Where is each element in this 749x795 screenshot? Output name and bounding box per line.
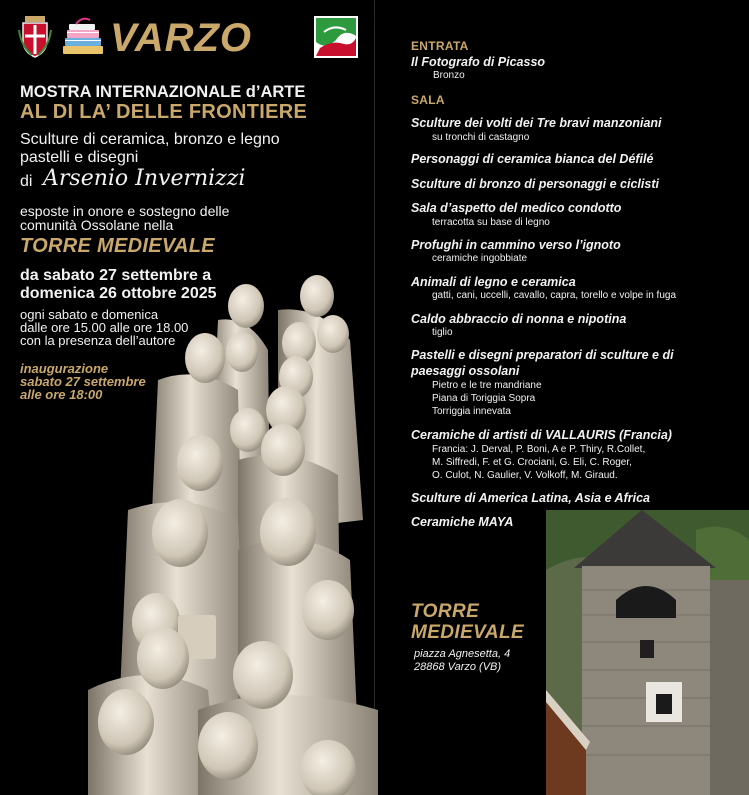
exhibition-type: MOSTRA INTERNAZIONALE d’ARTE	[20, 83, 306, 101]
sala-item-title: Sala d’aspetto del medico condotto	[411, 201, 622, 215]
sala-item-title: Pastelli e disegni preparatori di sculture e di	[411, 348, 674, 362]
exhibition-subtitle-1: Sculture di ceramica, bronzo e legno	[20, 131, 280, 148]
sala-item-sub: tiglio	[432, 327, 453, 338]
association-logo-icon	[314, 16, 358, 58]
sala-item-title: Sculture dei volti dei Tre bravi manzoniani	[411, 116, 662, 130]
coat-of-arms-icon	[18, 16, 52, 58]
venue-title-line-1: TORRE	[411, 601, 480, 622]
inauguration-label: inaugurazione	[20, 361, 109, 376]
sala-item-sub: ceramiche ingobbiate	[432, 253, 528, 264]
entrata-item-sub: Bronzo	[433, 70, 465, 81]
sala-item-sub: Pietro e le tre mandriane	[432, 380, 542, 391]
tower-photo	[546, 510, 749, 795]
venue-address-line-2: 28868 Varzo (VB)	[414, 661, 502, 673]
artist-signature: Arsenio Invernizzi	[43, 166, 246, 191]
sala-item-title: Caldo abbraccio di nonna e nipotina	[411, 312, 627, 326]
sculpture-photo	[88, 270, 378, 795]
hours-line-2: dalle ore 15.00 alle ore 18.00	[20, 320, 189, 335]
inauguration-date: sabato 27 settembre	[20, 374, 146, 389]
town-title: VARZO	[110, 16, 253, 60]
hours-line-3: con la presenza dell’autore	[20, 333, 176, 348]
sala-item-title-cont: paesaggi ossolani	[411, 364, 520, 378]
dedication-line-1: esposte in onore e sostegno delle	[20, 203, 230, 219]
venue-title-line-2: MEDIEVALE	[411, 622, 525, 643]
sala-item-title: Sculture di America Latina, Asia e Africa	[411, 491, 650, 505]
inauguration-time: alle ore 18:00	[20, 387, 103, 402]
venue-name: TORRE MEDIEVALE	[20, 235, 215, 257]
sala-item-title: Ceramiche di artisti di VALLAURIS (Francia)	[411, 428, 672, 442]
books-logo-icon	[60, 16, 106, 58]
sala-item-sub: Piana di Toriggia Sopra	[432, 393, 536, 404]
hours-line-1: ogni sabato e domenica	[20, 307, 159, 322]
sala-heading: SALA	[411, 93, 445, 107]
sala-item-sub: O. Culot, N. Gaulier, V. Volkoff, M. Giraud.	[432, 470, 618, 481]
sala-item-title: Personaggi di ceramica bianca del Défilé	[411, 152, 654, 166]
sala-item-sub: terracotta su base di legno	[432, 217, 550, 228]
sala-item-title: Sculture di bronzo di personaggi e ciclisti	[411, 177, 659, 191]
sala-item-title: Animali di legno e ceramica	[411, 275, 576, 289]
sala-item-title: Ceramiche MAYA	[411, 515, 514, 529]
dates-line-2: domenica 26 ottobre 2025	[20, 285, 217, 302]
sala-item-sub: Francia: J. Derval, P. Boni, A e P. Thiry, R.Collet,	[432, 444, 646, 455]
dedication-line-2: comunità Ossolane nella	[20, 217, 174, 233]
exhibition-subtitle-2: pastelli e disegni	[20, 149, 139, 166]
sala-item-sub: gatti, cani, uccelli, cavallo, capra, torello e volpe in fuga	[432, 290, 677, 301]
left-panel	[0, 0, 374, 795]
entrata-heading: ENTRATA	[411, 39, 469, 53]
sala-item-sub: Torriggia innevata	[432, 406, 511, 417]
exhibition-title: AL DI LA’ DELLE FRONTIERE	[20, 101, 308, 123]
venue-address-line-1: piazza Agnesetta, 4	[414, 648, 511, 660]
sala-item-sub: su tronchi di castagno	[432, 132, 530, 143]
entrata-item-title: Il Fotografo di Picasso	[411, 55, 546, 69]
sala-item-sub: M. Siffredi, F. et G. Crociani, G. Eli, C. Roger,	[432, 457, 632, 468]
dates-line-1: da sabato 27 settembre a	[20, 267, 212, 284]
by-label: di	[20, 173, 33, 190]
sala-item-title: Profughi in cammino verso l’ignoto	[411, 238, 621, 252]
